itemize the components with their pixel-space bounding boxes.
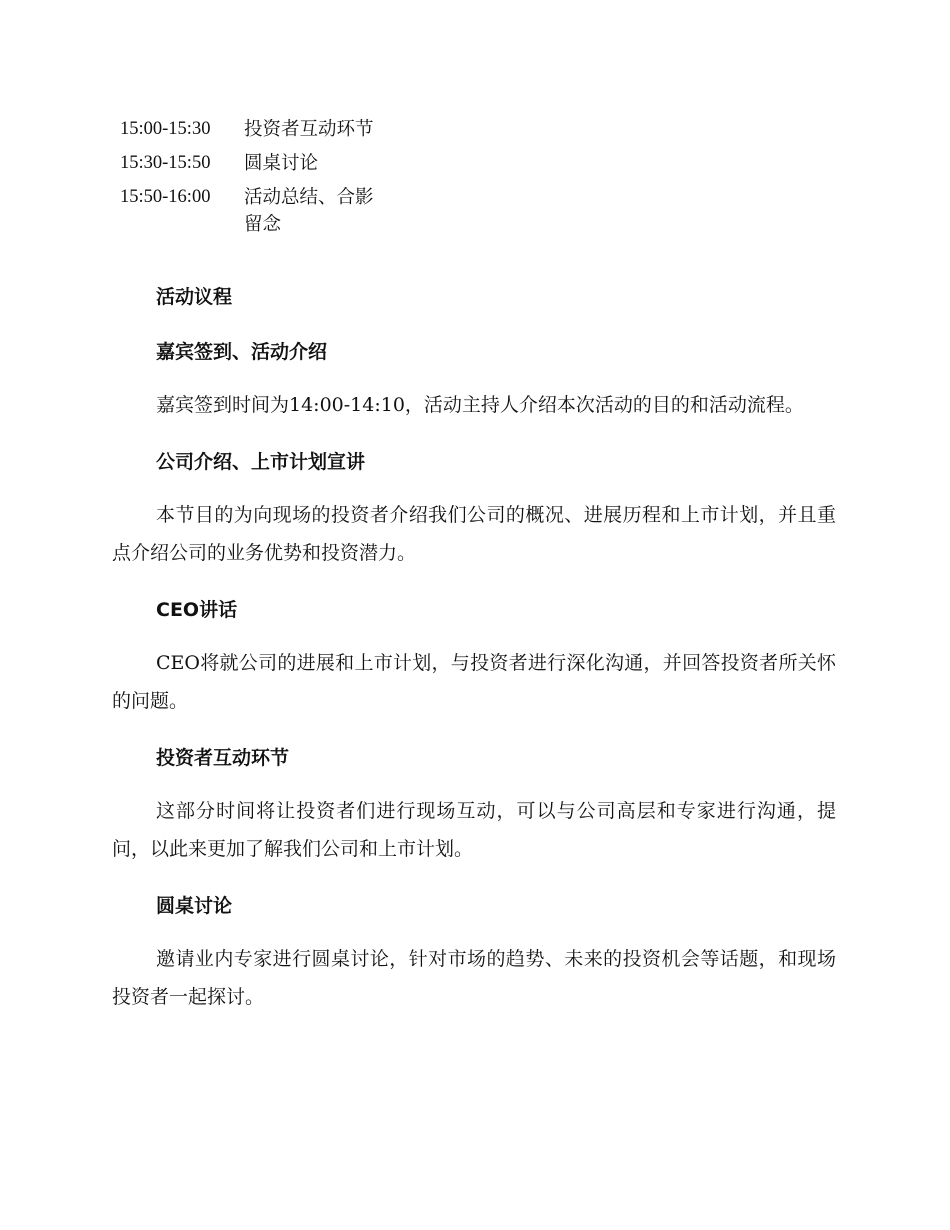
table-row (112, 116, 378, 150)
schedule-item: 圆桌讨论 (244, 153, 319, 174)
section-heading: 圆桌讨论 (156, 895, 233, 917)
schedule-item: 活动总结、合影留念 (244, 187, 374, 235)
schedule-time: 15:30-15:50 (120, 153, 211, 173)
table-row (112, 184, 378, 245)
section-heading: 公司介绍、上市计划宣讲 (156, 451, 366, 473)
schedule-time: 15:00-15:30 (120, 119, 211, 139)
section-heading: CEO讲话 (156, 599, 238, 621)
schedule-time: 15:50-16:00 (120, 187, 211, 207)
section-heading: 嘉宾签到、活动介绍 (156, 341, 328, 363)
agenda-title: 活动议程 (156, 286, 233, 308)
section-heading: 投资者互动环节 (156, 747, 290, 769)
schedule-table (112, 116, 378, 245)
section-paragraph: CEO将就公司的进展和上市计划，与投资者进行深化沟通，并回答投资者所关怀的问题。 (112, 652, 836, 712)
section-paragraph: 本节目的为向现场的投资者介绍我们公司的概况、进展历程和上市计划，并且重点介绍公司的业务优势和投资潜力。 (112, 504, 836, 564)
table-row (112, 150, 378, 184)
section-paragraph: 嘉宾签到时间为14:00-14:10，活动主持人介绍本次活动的目的和活动流程。 (156, 394, 804, 416)
schedule-item: 投资者互动环节 (244, 119, 374, 140)
section-paragraph: 邀请业内专家进行圆桌讨论，针对市场的趋势、未来的投资机会等话题，和现场投资者一起探讨。 (112, 948, 836, 1008)
agenda-content (112, 280, 836, 1016)
section-paragraph: 这部分时间将让投资者们进行现场互动，可以与公司高层和专家进行沟通，提问，以此来更加了解我们公司和上市计划。 (112, 800, 836, 860)
